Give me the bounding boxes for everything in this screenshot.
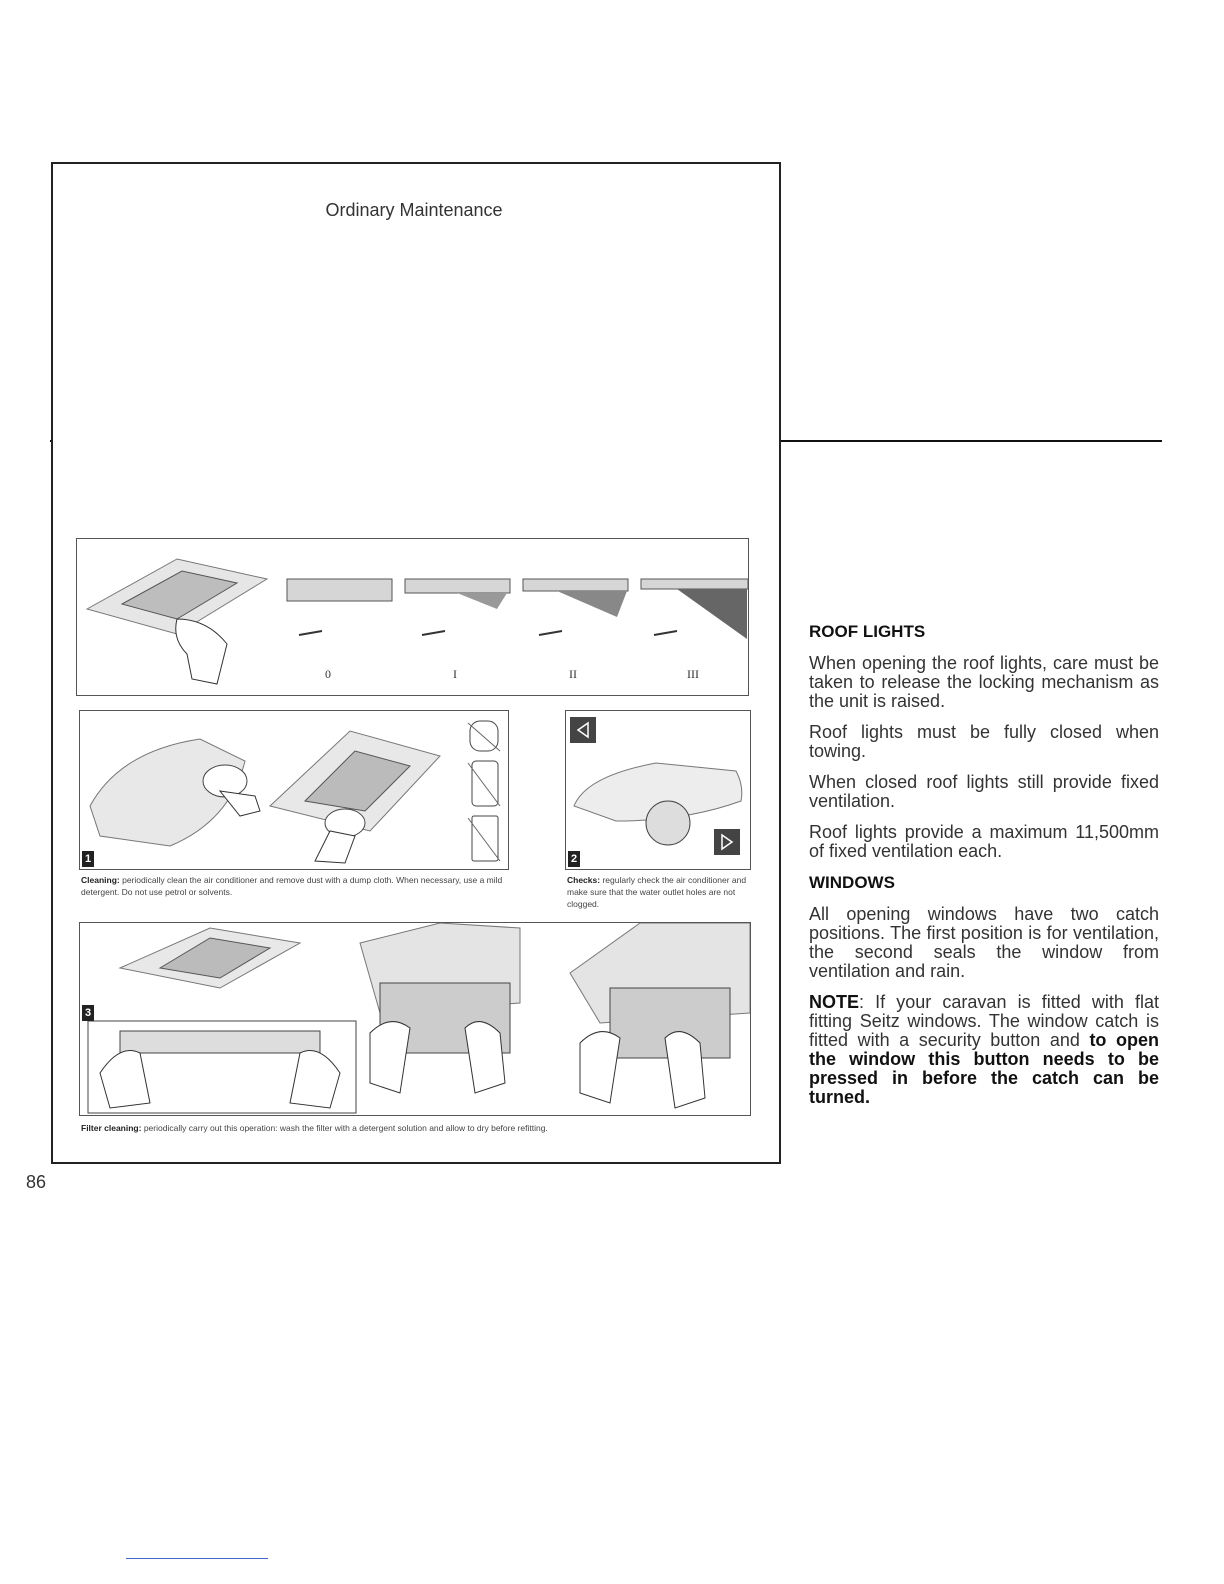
page-number: 86 — [26, 1172, 47, 1192]
position-label-2: II — [569, 667, 577, 681]
note-label: NOTE — [809, 992, 860, 1012]
position-label-1: I — [453, 667, 457, 681]
roof-lights-p3: When closed roof lights still provide fixed ventilation. — [809, 772, 1159, 811]
windows-note — [809, 993, 1159, 1107]
caption-filter-label: Filter cleaning: — [81, 1123, 142, 1133]
panel-number-3: 3 — [82, 1005, 94, 1021]
position-label-3: III — [687, 667, 699, 681]
panel-number-1: 1 — [82, 851, 94, 867]
panel-filter — [79, 922, 751, 1116]
note-text: : If your caravan is fitted with flat fitting Seitz windows. The window catch is fitted with a security button and — [809, 992, 1159, 1050]
windows-p1: All opening windows have two catch positions. The first position is for ventilation, the second seals the window from ventilation and rain. — [809, 904, 1159, 981]
note-bold-text: to open the window this button needs to be pressed in before the catch can be turned. — [809, 1030, 1159, 1107]
roof-lights-p4: Roof lights provide a maximum 11,500mm of fixed ventilation each. — [809, 822, 1159, 861]
vent-positions-illustration — [77, 539, 748, 695]
roof-lights-p2: Roof lights must be fully closed when towing. — [809, 722, 1159, 761]
text-column — [809, 622, 1159, 1119]
cleaning-illustration — [80, 711, 508, 869]
panel-vent-positions — [76, 538, 749, 696]
filter-illustration — [80, 923, 750, 1115]
caption-cleaning — [81, 874, 509, 898]
caption-cleaning-label: Cleaning: — [81, 875, 120, 885]
caption-cleaning-text: periodically clean the air conditioner and remove dust with a dump cloth. When necessary, use a mild detergent. Do not use petrol or solvents. — [81, 875, 503, 897]
footer-line — [126, 1558, 268, 1559]
panel-number-2: 2 — [568, 851, 580, 867]
panel-checks — [565, 710, 751, 870]
caption-checks-label: Checks: — [567, 875, 601, 885]
caption-filter — [81, 1122, 753, 1134]
caption-filter-text: periodically carry out this operation: wash the filter with a detergent solution and allow to dry before refitting. — [141, 1123, 548, 1133]
roof-lights-heading: ROOF LIGHTS — [809, 622, 926, 641]
checks-illustration — [566, 711, 750, 869]
windows-heading: WINDOWS — [809, 873, 895, 892]
roof-lights-p1: When opening the roof lights, care must be taken to release the locking mechanism as the unit is raised. — [809, 653, 1159, 711]
caption-checks — [567, 874, 753, 910]
panel-cleaning — [79, 710, 509, 870]
figure-title: Ordinary Maintenance — [325, 200, 503, 220]
caption-checks-text: regularly check the air conditioner and make sure that the water outlet holes are not clogged. — [567, 875, 747, 909]
position-label-0: 0 — [325, 667, 331, 681]
